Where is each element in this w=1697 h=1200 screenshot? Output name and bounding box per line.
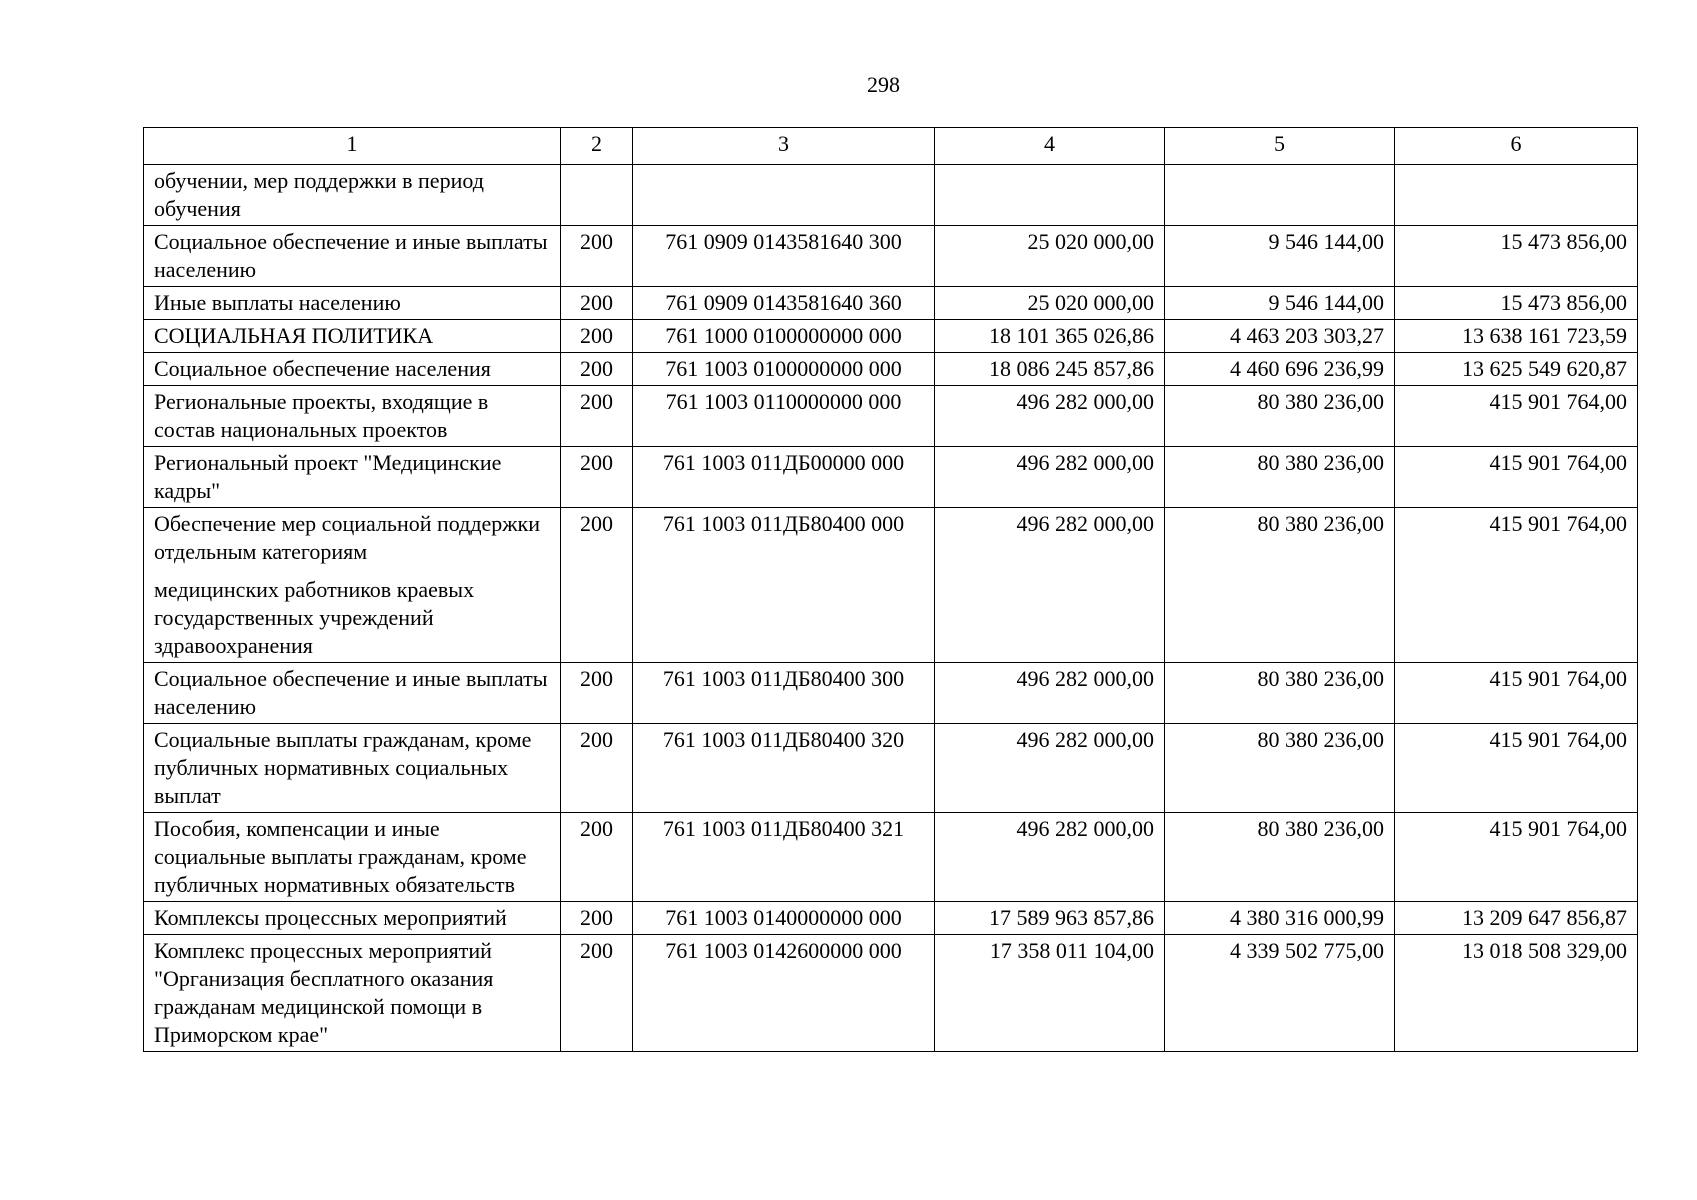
row-value-5: 4 460 696 236,99 [1165, 353, 1395, 386]
row-code: 761 0909 0143581640 360 [633, 287, 935, 320]
row-code: 761 1003 0110000000 000 [633, 386, 935, 447]
row-value-4: 17 589 963 857,86 [935, 902, 1165, 935]
row-value-6: 13 625 549 620,87 [1395, 353, 1638, 386]
row-name-part-2: медицинских работников краевых государственных учреждений здравоохранения [154, 577, 475, 658]
row-value-4: 18 101 365 026,86 [935, 320, 1165, 353]
row-value-4: 25 020 000,00 [935, 226, 1165, 287]
row-code: 761 0909 0143581640 300 [633, 226, 935, 287]
row-value-4 [935, 165, 1165, 226]
row-value-4: 496 282 000,00 [935, 663, 1165, 724]
row-value-5: 9 546 144,00 [1165, 287, 1395, 320]
row-code: 761 1003 011ДБ80400 321 [633, 813, 935, 902]
row-value-4: 17 358 011 104,00 [935, 935, 1165, 1052]
row-value-5: 4 463 203 303,27 [1165, 320, 1395, 353]
row-value-5: 80 380 236,00 [1165, 508, 1395, 663]
row-value-4: 496 282 000,00 [935, 813, 1165, 902]
row-name: Социальные выплаты гражданам, кроме публичных нормативных социальных выплат [144, 724, 561, 813]
row-value-4: 496 282 000,00 [935, 447, 1165, 508]
row-value-6: 415 901 764,00 [1395, 813, 1638, 902]
table-row [144, 287, 1638, 320]
row-code: 761 1000 0100000000 000 [633, 320, 935, 353]
row-code: 761 1003 0140000000 000 [633, 902, 935, 935]
header-col-4: 4 [935, 128, 1165, 165]
header-col-6: 6 [1395, 128, 1638, 165]
row-value-5: 80 380 236,00 [1165, 447, 1395, 508]
row-value-4: 496 282 000,00 [935, 386, 1165, 447]
budget-table [143, 127, 1638, 1052]
row-value-5: 4 380 316 000,99 [1165, 902, 1395, 935]
row-value-5: 80 380 236,00 [1165, 724, 1395, 813]
row-name: обучении, мер поддержки в период обучения [144, 165, 561, 226]
row-code: 761 1003 0100000000 000 [633, 353, 935, 386]
row-col2: 200 [561, 663, 633, 724]
row-value-6: 13 209 647 856,87 [1395, 902, 1638, 935]
row-name: Социальное обеспечение населения [144, 353, 561, 386]
row-name: Социальное обеспечение и иные выплаты населению [144, 226, 561, 287]
row-col2: 200 [561, 447, 633, 508]
row-code: 761 1003 011ДБ80400 300 [633, 663, 935, 724]
row-name-part-1: Обеспечение мер социальной поддержки отдельным категориям [154, 511, 540, 564]
table-row [144, 813, 1638, 902]
row-value-5 [1165, 165, 1395, 226]
table-row [144, 353, 1638, 386]
header-col-5: 5 [1165, 128, 1395, 165]
row-name: СОЦИАЛЬНАЯ ПОЛИТИКА [144, 320, 561, 353]
row-col2: 200 [561, 287, 633, 320]
table-row [144, 935, 1638, 1052]
row-col2: 200 [561, 226, 633, 287]
row-value-4: 25 020 000,00 [935, 287, 1165, 320]
table-row [144, 320, 1638, 353]
row-col2: 200 [561, 508, 633, 663]
header-col-2: 2 [561, 128, 633, 165]
header-col-1: 1 [144, 128, 561, 165]
table-row [144, 447, 1638, 508]
row-name: Иные выплаты населению [144, 287, 561, 320]
row-value-6: 13 018 508 329,00 [1395, 935, 1638, 1052]
row-name: Региональные проекты, входящие в состав национальных проектов [144, 386, 561, 447]
table-header-row [144, 128, 1638, 165]
row-value-5: 80 380 236,00 [1165, 663, 1395, 724]
row-value-5: 80 380 236,00 [1165, 386, 1395, 447]
row-value-4: 18 086 245 857,86 [935, 353, 1165, 386]
row-value-6: 13 638 161 723,59 [1395, 320, 1638, 353]
table-row [144, 226, 1638, 287]
row-value-4: 496 282 000,00 [935, 724, 1165, 813]
row-code: 761 1003 011ДБ80400 320 [633, 724, 935, 813]
row-value-4: 496 282 000,00 [935, 508, 1165, 663]
header-col-3: 3 [633, 128, 935, 165]
row-name: Пособия, компенсации и иные социальные выплаты гражданам, кроме публичных нормативных обязательств [144, 813, 561, 902]
row-code: 761 1003 011ДБ80400 000 [633, 508, 935, 663]
row-value-6: 15 473 856,00 [1395, 287, 1638, 320]
row-col2: 200 [561, 813, 633, 902]
row-name: Комплексы процессных мероприятий [144, 902, 561, 935]
row-code: 761 1003 0142600000 000 [633, 935, 935, 1052]
row-name: Социальное обеспечение и иные выплаты населению [144, 663, 561, 724]
row-col2: 200 [561, 386, 633, 447]
table-row [144, 386, 1638, 447]
row-col2: 200 [561, 724, 633, 813]
row-name: Региональный проект "Медицинские кадры" [144, 447, 561, 508]
row-value-6: 415 901 764,00 [1395, 663, 1638, 724]
row-value-6 [1395, 165, 1638, 226]
page-number: 298 [867, 72, 900, 97]
row-col2: 200 [561, 353, 633, 386]
table-row [144, 508, 1638, 663]
table-row [144, 663, 1638, 724]
row-col2: 200 [561, 935, 633, 1052]
row-value-6: 15 473 856,00 [1395, 226, 1638, 287]
row-name: Комплекс процессных мероприятий "Организация бесплатного оказания гражданам медицинской помощи в Приморском крае" [144, 935, 561, 1052]
row-value-5: 9 546 144,00 [1165, 226, 1395, 287]
table-row [144, 165, 1638, 226]
row-value-5: 4 339 502 775,00 [1165, 935, 1395, 1052]
row-value-6: 415 901 764,00 [1395, 508, 1638, 663]
row-code [633, 165, 935, 226]
table-row [144, 724, 1638, 813]
row-name [144, 508, 561, 663]
row-col2 [561, 165, 633, 226]
row-value-6: 415 901 764,00 [1395, 447, 1638, 508]
row-code: 761 1003 011ДБ00000 000 [633, 447, 935, 508]
row-value-6: 415 901 764,00 [1395, 724, 1638, 813]
table-row [144, 902, 1638, 935]
row-value-6: 415 901 764,00 [1395, 386, 1638, 447]
row-value-5: 80 380 236,00 [1165, 813, 1395, 902]
row-col2: 200 [561, 320, 633, 353]
row-col2: 200 [561, 902, 633, 935]
